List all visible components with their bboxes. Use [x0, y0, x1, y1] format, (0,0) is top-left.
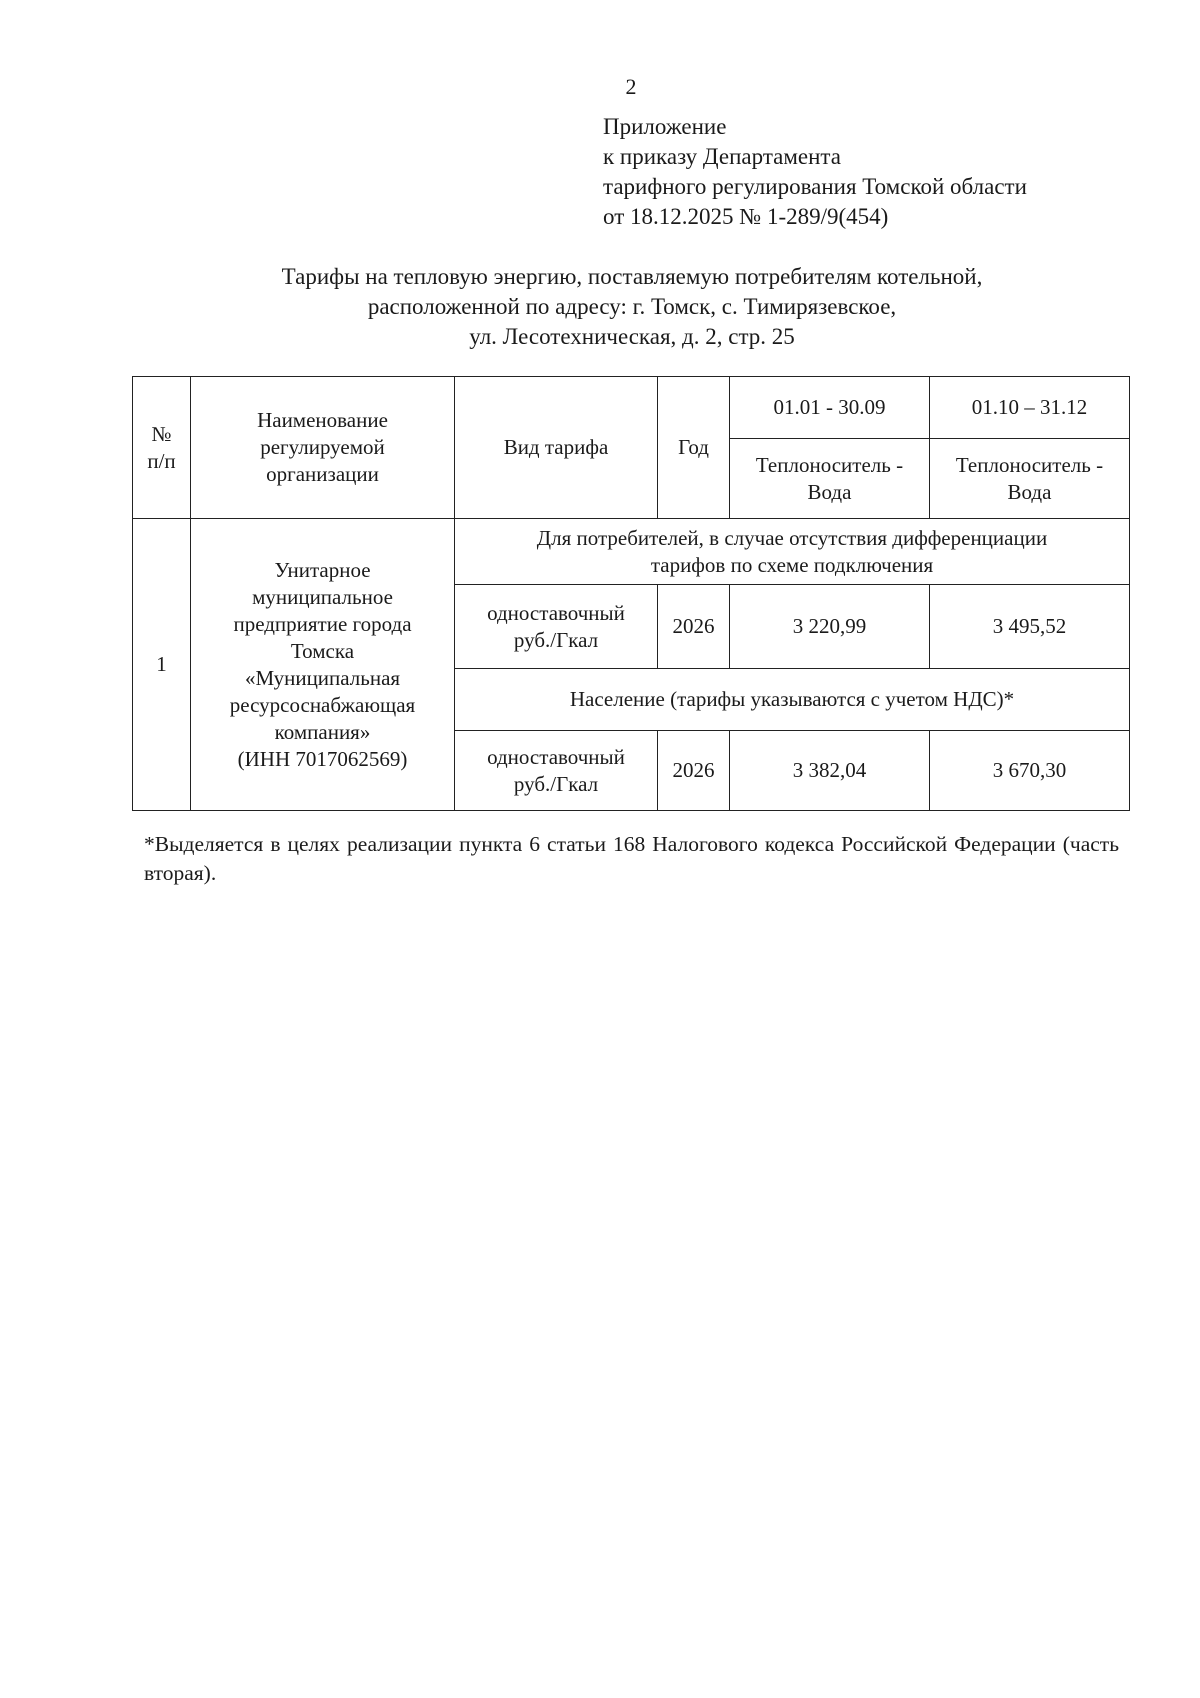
- page-number: 2: [625, 74, 637, 99]
- section-1-tariff-type: [455, 585, 658, 669]
- header-number-line-1: №: [151, 421, 172, 446]
- document-title: [132, 262, 1132, 352]
- header-period-2: 01.10 – 31.12: [930, 377, 1130, 439]
- section-1-heading: [455, 519, 1130, 585]
- appendix-line-4: от 18.12.2025 № 1-289/9(454): [603, 204, 889, 229]
- header-organization-line-1: Наименование: [257, 408, 388, 432]
- organization-line: «Муниципальная: [244, 665, 401, 690]
- organization-line: Унитарное: [274, 557, 371, 582]
- organization-line: предприятие города: [233, 611, 412, 636]
- header-carrier-1-line-1: Теплоноситель -: [755, 452, 904, 477]
- appendix-line-2: к приказу Департамента: [603, 144, 841, 169]
- section-1-year: 2026: [658, 585, 730, 669]
- header-carrier-2: [930, 439, 1130, 519]
- organization-line: муниципальное: [252, 584, 393, 609]
- section-2-tariff-type: [455, 731, 658, 811]
- header-organization-line-2: регулируемой: [260, 435, 385, 459]
- title-line-1: Тарифы на тепловую энергию, поставляемую потребителям котельной,: [281, 264, 983, 289]
- organization-line: Томска: [290, 638, 355, 663]
- organization-line: компания»: [274, 719, 371, 744]
- tariff-table: [132, 376, 1130, 811]
- section-1-value-period-2: 3 495,52: [930, 585, 1130, 669]
- header-period-1: 01.01 - 30.09: [730, 377, 930, 439]
- appendix-line-1: Приложение: [603, 114, 727, 139]
- section-2-tariff-line-1: одноставочный: [487, 744, 625, 769]
- header-row-1: [133, 377, 1130, 439]
- appendix-header: [603, 112, 1027, 232]
- section-2-value-period-1: 3 382,04: [730, 731, 930, 811]
- header-organization-line-3: организации: [266, 462, 379, 486]
- section-1-tariff-line-1: одноставочный: [487, 600, 625, 625]
- title-line-2: расположенной по адресу: г. Томск, с. Тимирязевское,: [367, 294, 897, 319]
- header-year: Год: [658, 377, 730, 519]
- section-2-heading: Население (тарифы указываются с учетом НДС)*: [455, 669, 1130, 731]
- header-tariff-type: Вид тарифа: [455, 377, 658, 519]
- header-carrier-2-line-1: Теплоноситель -: [955, 452, 1104, 477]
- header-number: [133, 377, 191, 519]
- section-1-heading-line-1: Для потребителей, в случае отсутствия дифференциации: [536, 525, 1048, 550]
- organization-name: [191, 519, 455, 811]
- header-carrier-1: [730, 439, 930, 519]
- row-number: 1: [133, 519, 191, 811]
- section-2-value-period-2: 3 670,30: [930, 731, 1130, 811]
- header-organization: [191, 377, 455, 519]
- section-2-tariff-line-2: руб./Гкал: [513, 771, 599, 796]
- header-number-line-2: п/п: [147, 448, 176, 473]
- section-1-heading-line-2: тарифов по схеме подключения: [650, 552, 934, 577]
- section-1-heading-row: [133, 519, 1130, 585]
- organization-line: (ИНН 7017062569): [237, 746, 408, 771]
- footnote: *Выделяется в целях реализации пункта 6 статьи 168 Налогового кодекса Российской Федерации (часть вторая).: [144, 832, 1119, 885]
- section-1-tariff-line-2: руб./Гкал: [513, 627, 599, 652]
- section-2-year: 2026: [658, 731, 730, 811]
- appendix-line-3: тарифного регулирования Томской области: [603, 174, 1027, 199]
- header-carrier-2-line-2: Вода: [1007, 479, 1052, 504]
- section-1-value-period-1: 3 220,99: [730, 585, 930, 669]
- header-carrier-1-line-2: Вода: [807, 479, 852, 504]
- organization-line: ресурсоснабжающая: [229, 692, 416, 717]
- title-line-3: ул. Лесотехническая, д. 2, стр. 25: [469, 324, 795, 349]
